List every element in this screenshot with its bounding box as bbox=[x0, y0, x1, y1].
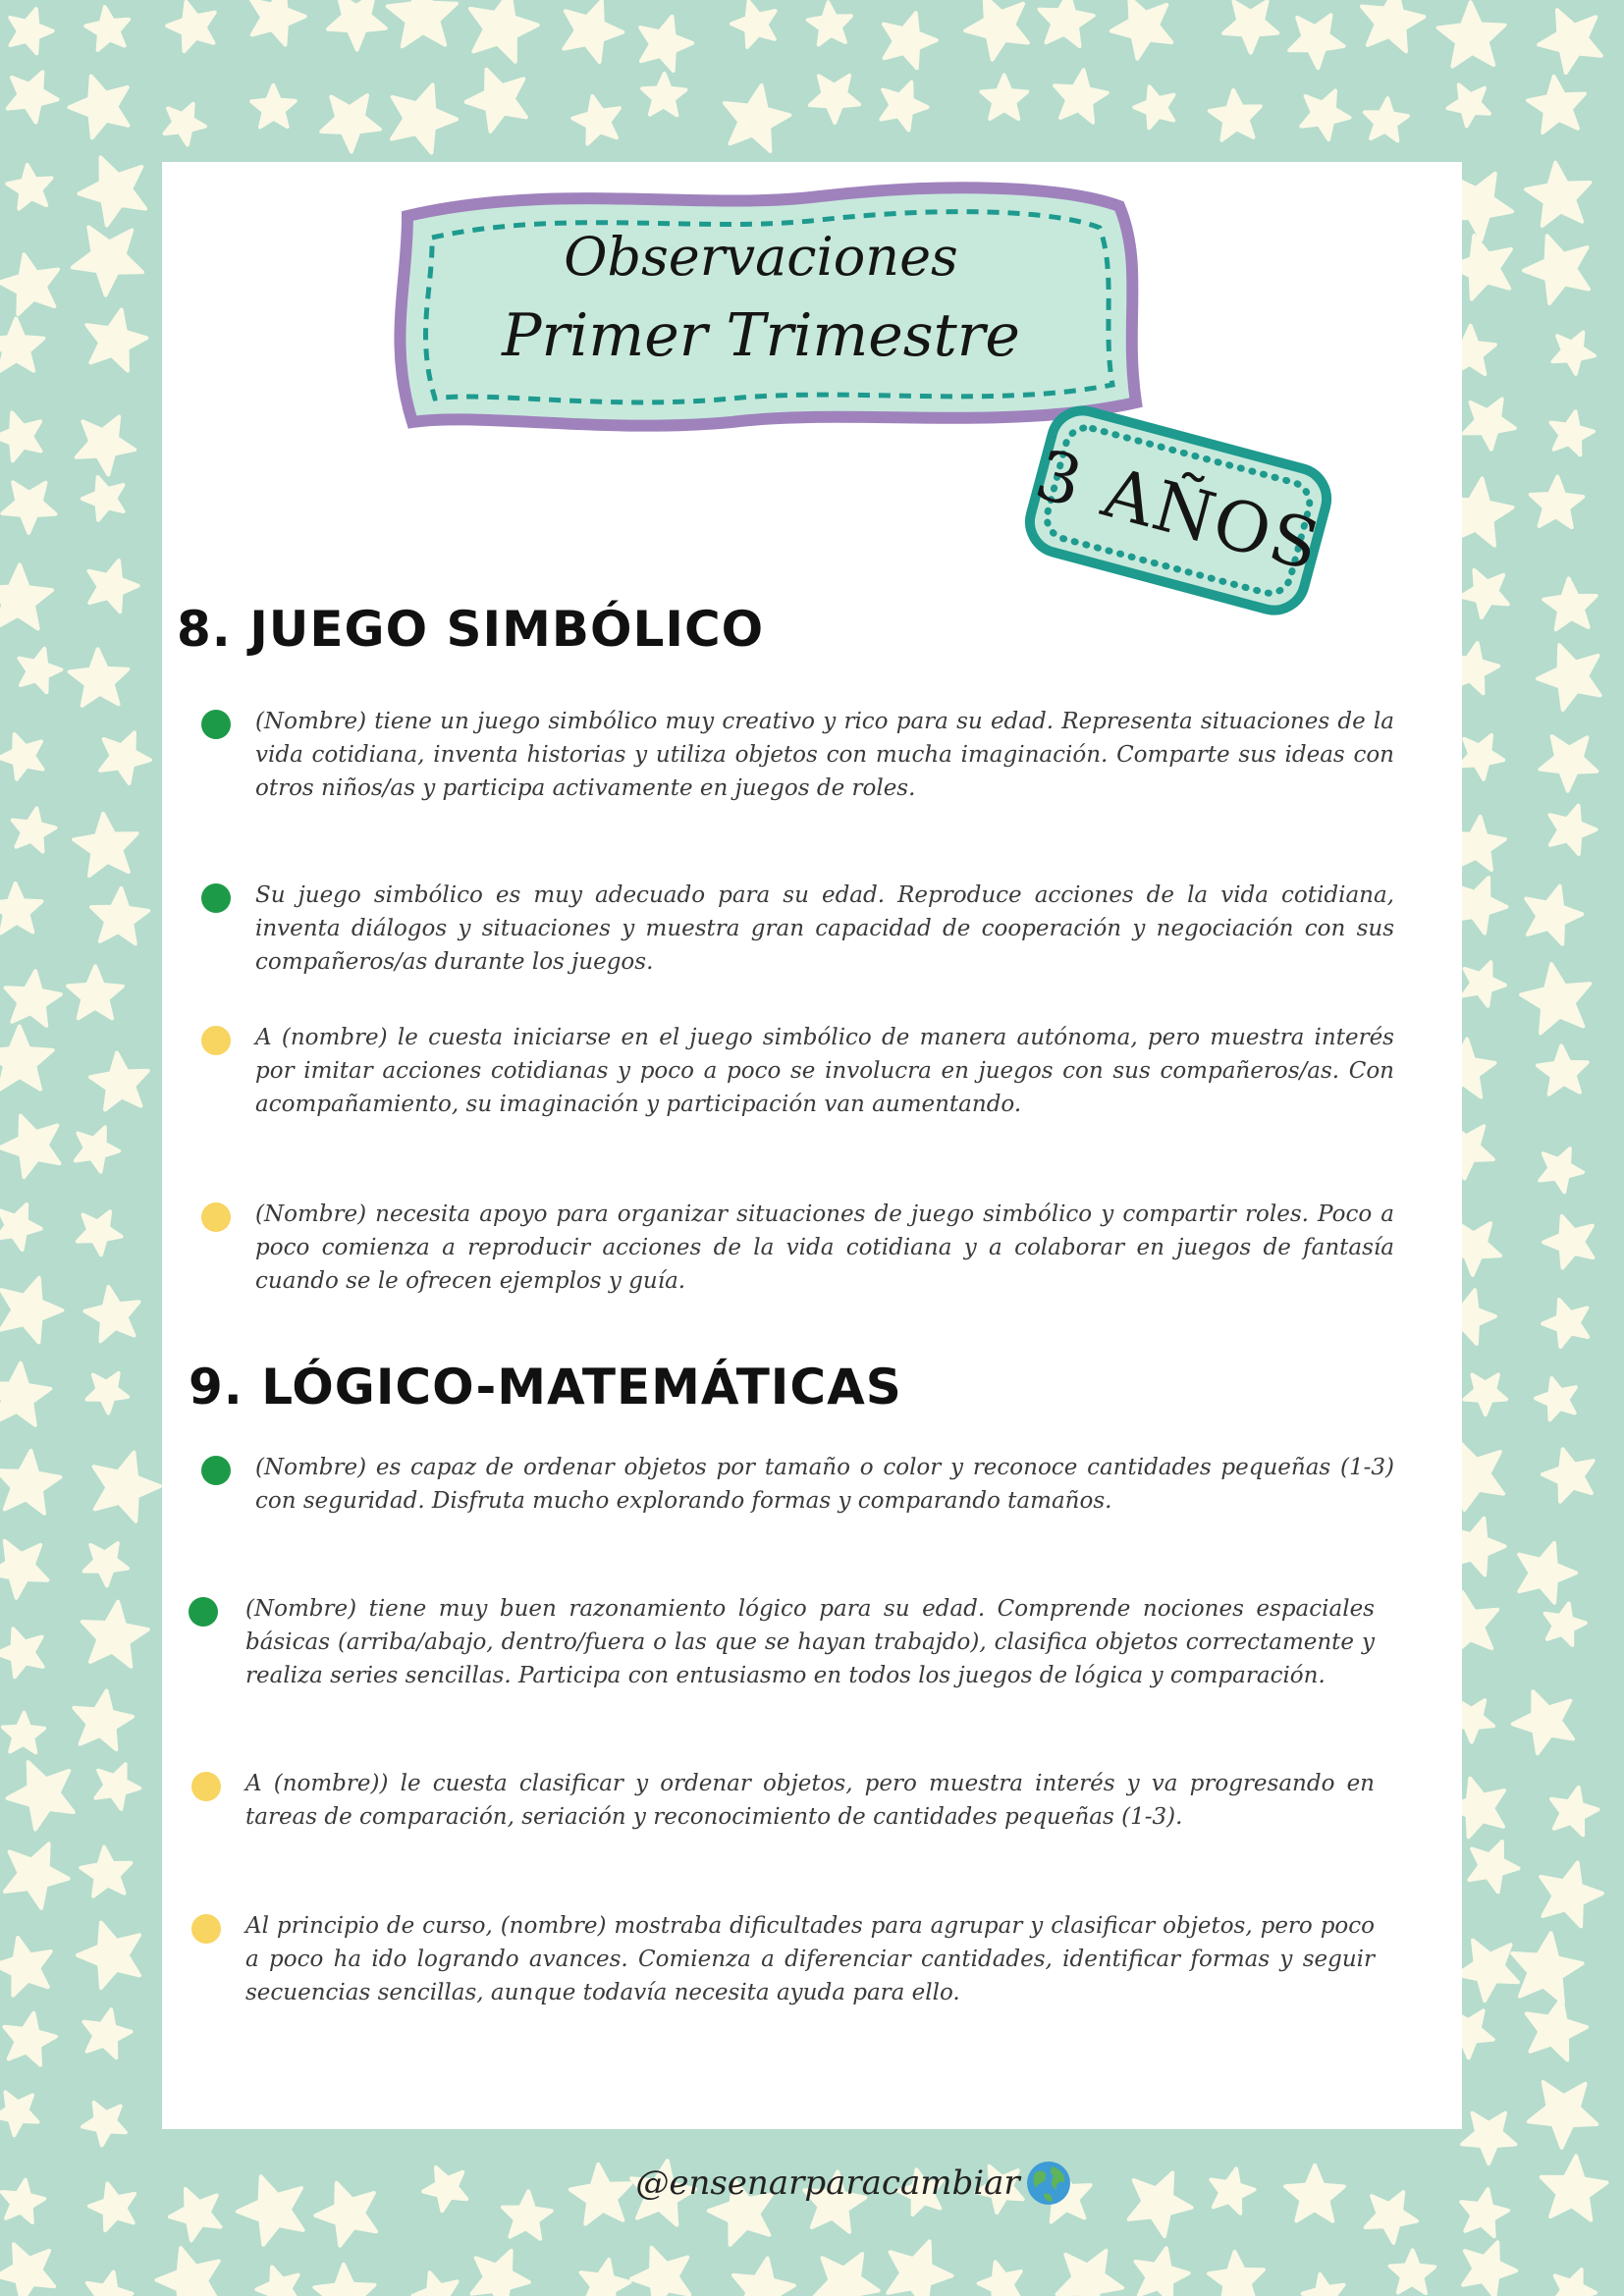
star-decoration bbox=[89, 561, 138, 612]
star-decoration bbox=[76, 1127, 119, 1171]
star-decoration bbox=[167, 2, 215, 51]
star-decoration bbox=[1551, 1788, 1598, 1836]
star-decoration bbox=[1464, 400, 1515, 450]
star-decoration bbox=[1541, 1863, 1602, 1927]
star-decoration bbox=[78, 1211, 122, 1255]
star-decoration bbox=[0, 1116, 60, 1178]
star-decoration bbox=[1040, 0, 1094, 46]
star-decoration bbox=[1463, 962, 1505, 1005]
star-decoration bbox=[1526, 886, 1582, 944]
star-decoration bbox=[0, 1629, 43, 1677]
star-decoration bbox=[68, 966, 123, 1018]
star-decoration bbox=[10, 9, 52, 53]
star-decoration bbox=[1543, 1449, 1594, 1501]
star-decoration bbox=[470, 0, 538, 62]
star-decoration bbox=[1469, 1842, 1518, 1892]
star-decoration bbox=[810, 76, 859, 123]
star-decoration bbox=[0, 883, 42, 933]
star-decoration bbox=[1210, 90, 1261, 140]
star-decoration bbox=[1528, 77, 1585, 133]
star-decoration bbox=[1531, 477, 1584, 528]
star-decoration bbox=[564, 1, 623, 62]
star-decoration bbox=[170, 2189, 221, 2240]
star-decoration bbox=[731, 1, 776, 47]
star-decoration bbox=[73, 227, 142, 294]
list-item bbox=[191, 1909, 1375, 2009]
star-decoration bbox=[13, 809, 56, 852]
star-decoration bbox=[1457, 1941, 1518, 2002]
age-tag: 3 AÑOS bbox=[1027, 434, 1329, 587]
star-decoration bbox=[1463, 2242, 1516, 2296]
list-item bbox=[201, 705, 1394, 805]
star-decoration bbox=[87, 2272, 133, 2296]
star-decoration bbox=[1524, 236, 1589, 303]
star-decoration bbox=[0, 2092, 38, 2135]
observation-text: A (nombre) le cuesta iniciarse en el juego simbólico de manera autónoma, pero muestra interés por imitar acciones cotidianas y poco a poco se involucra en juegos con sus compañeros/as. Con acompañamiento, su imaginación y participación van aumentando. bbox=[255, 1025, 1394, 1117]
star-decoration bbox=[881, 82, 927, 131]
star-decoration bbox=[2, 482, 55, 533]
star-decoration bbox=[1055, 70, 1108, 122]
star-decoration bbox=[472, 2251, 529, 2296]
observation-text: A (nombre)) le cuesta clasificar y ordenar objetos, pero muestra interés y va progresando en tareas de comparación, seriación y reconocimiento de cantidades pequeñas (1-3). bbox=[245, 1771, 1375, 1830]
star-decoration bbox=[1521, 964, 1590, 1033]
star-decoration bbox=[8, 1762, 74, 1829]
star-decoration bbox=[84, 1543, 129, 1585]
star-decoration bbox=[642, 74, 685, 116]
star-decoration bbox=[1365, 98, 1408, 140]
star-decoration bbox=[1461, 2189, 1508, 2236]
star-decoration bbox=[1289, 15, 1343, 68]
star-decoration bbox=[0, 1363, 50, 1425]
status-dot-yellow bbox=[191, 1772, 221, 1801]
star-decoration bbox=[1551, 411, 1595, 454]
star-decoration bbox=[70, 649, 129, 706]
star-decoration bbox=[0, 1541, 48, 1598]
star-decoration bbox=[0, 254, 58, 314]
star-decoration bbox=[1539, 10, 1601, 73]
star-decoration bbox=[503, 2191, 552, 2239]
star-decoration bbox=[1209, 2252, 1264, 2296]
star-decoration bbox=[1540, 1148, 1583, 1192]
star-decoration bbox=[238, 2176, 303, 2244]
star-decoration bbox=[157, 2248, 219, 2296]
list-item bbox=[201, 879, 1394, 979]
star-decoration bbox=[5, 2013, 56, 2065]
star-decoration bbox=[89, 2183, 135, 2230]
star-decoration bbox=[1513, 1691, 1573, 1753]
star-decoration bbox=[82, 1602, 148, 1667]
star-decoration bbox=[1538, 645, 1600, 710]
star-decoration bbox=[725, 85, 789, 151]
star-decoration bbox=[81, 1847, 131, 1896]
star-decoration bbox=[3, 1713, 44, 1753]
star-decoration bbox=[7, 165, 51, 209]
status-dot-yellow bbox=[201, 1202, 231, 1232]
star-decoration bbox=[1526, 163, 1590, 226]
star-decoration bbox=[1527, 1999, 1587, 2060]
star-decoration bbox=[0, 1204, 41, 1250]
social-handle: @ensenarparacambiar bbox=[635, 2163, 1020, 2203]
star-decoration bbox=[1461, 570, 1508, 617]
star-decoration bbox=[1134, 86, 1173, 128]
star-decoration bbox=[74, 814, 137, 876]
star-decoration bbox=[1543, 1300, 1588, 1347]
status-dot-green bbox=[201, 710, 231, 739]
star-decoration bbox=[0, 564, 52, 628]
list-item bbox=[189, 1592, 1375, 1692]
star-decoration bbox=[888, 2241, 951, 2296]
star-decoration bbox=[640, 17, 692, 71]
star-decoration bbox=[572, 96, 620, 144]
star-decoration bbox=[0, 1938, 51, 1996]
star-decoration bbox=[6, 971, 61, 1026]
section-heading-juego-simbolico: 8. JUEGO SIMBÓLICO bbox=[177, 601, 765, 658]
star-decoration bbox=[90, 1053, 148, 1110]
star-decoration bbox=[1529, 2082, 1597, 2148]
star-decoration bbox=[1301, 91, 1349, 140]
status-dot-green bbox=[189, 1597, 218, 1627]
star-decoration bbox=[0, 319, 43, 372]
star-decoration bbox=[1390, 2250, 1435, 2293]
star-decoration bbox=[814, 2254, 879, 2296]
star-decoration bbox=[1459, 735, 1503, 779]
star-decoration bbox=[0, 412, 41, 460]
status-dot-green bbox=[201, 883, 231, 913]
star-decoration bbox=[1464, 1374, 1506, 1415]
star-decoration bbox=[631, 2248, 689, 2296]
title-line-1: Observaciones bbox=[564, 226, 958, 288]
star-decoration bbox=[77, 417, 135, 475]
star-decoration bbox=[979, 2262, 1021, 2296]
status-dot-green bbox=[201, 1456, 231, 1485]
list-item bbox=[201, 1451, 1394, 1518]
star-decoration bbox=[1362, 0, 1425, 51]
star-decoration bbox=[321, 95, 380, 151]
star-decoration bbox=[1223, 1, 1277, 53]
star-decoration bbox=[1366, 2192, 1417, 2243]
star-decoration bbox=[1285, 2165, 1344, 2221]
star-decoration bbox=[1536, 1378, 1576, 1419]
star-decoration bbox=[1552, 2269, 1596, 2296]
observation-text: (Nombre) tiene muy buen razonamiento lógico para su edad. Comprende nociones espaciales básicas (arriba/abajo, dentro/fuera o las que se hayan trabajdo), clasifica objetos correctamente y realiza series sencillas. Participa con entusiasmo en todos los juegos de lógica y comparación. bbox=[245, 1596, 1375, 1688]
star-decoration bbox=[1111, 0, 1172, 59]
star-decoration bbox=[1512, 1933, 1582, 2002]
star-decoration bbox=[0, 1027, 53, 1090]
star-decoration bbox=[0, 2244, 54, 2296]
star-decoration bbox=[1136, 2248, 1189, 2296]
star-decoration bbox=[1538, 1045, 1588, 1094]
observation-text: (Nombre) necesita apoyo para organizar situaciones de juego simbólico y compartir roles. Poco a poco comienza a reproducir acciones de la vida cotidiana y a colaborar en juegos de fantasía cuando se le ofrecen ejemplos y guía. bbox=[255, 1201, 1394, 1294]
star-decoration bbox=[1542, 2156, 1607, 2219]
star-decoration bbox=[581, 2260, 630, 2296]
star-decoration bbox=[1553, 333, 1596, 374]
star-decoration bbox=[1057, 2251, 1123, 2296]
star-decoration bbox=[884, 13, 937, 68]
star-decoration bbox=[80, 157, 146, 225]
list-item bbox=[201, 1021, 1394, 1121]
star-decoration bbox=[1541, 736, 1597, 791]
star-decoration bbox=[315, 2183, 376, 2246]
star-decoration bbox=[91, 888, 148, 944]
observation-text: Al principio de curso, (nombre) mostraba dificultades para agrupar y clasificar objetos, pero poco a poco ha ido logrando avances. Comienza a diferenciar cantidades, identificar formas y seguir secuencias sencillas, aunque todavía necesita ayuda para ello. bbox=[245, 1913, 1375, 2005]
star-decoration bbox=[83, 2009, 131, 2057]
star-decoration bbox=[965, 0, 1028, 60]
star-decoration bbox=[86, 310, 146, 371]
observation-text: Su juego simbólico es muy adecuado para su edad. Reproduce acciones de la vida cotidiana, inventa diálogos y situaciones y muestra gran capacidad de cooperación y negociación con sus compañeros/as durante los juegos. bbox=[255, 882, 1394, 975]
observation-text: (Nombre) tiene un juego simbólico muy creativo y rico para su edad. Representa situaciones de la vida cotidiana, inventa historias y utiliza objetos con mucha imaginación. Comparte sus ideas con otros niños/as y participa activamente en juegos de roles. bbox=[255, 709, 1394, 801]
star-decoration bbox=[1519, 1543, 1576, 1603]
star-decoration bbox=[87, 1373, 129, 1414]
star-decoration bbox=[74, 1691, 133, 1750]
star-decoration bbox=[1438, 2, 1505, 66]
star-decoration bbox=[85, 7, 129, 50]
star-decoration bbox=[328, 0, 386, 50]
list-item bbox=[201, 1198, 1394, 1298]
star-decoration bbox=[8, 72, 58, 122]
star-decoration bbox=[1, 1278, 63, 1343]
star-decoration bbox=[466, 70, 526, 132]
star-decoration bbox=[100, 732, 150, 783]
star-decoration bbox=[0, 734, 42, 779]
star-decoration bbox=[78, 1923, 139, 1989]
star-decoration bbox=[1211, 2168, 1254, 2213]
star-decoration bbox=[808, 2, 851, 44]
star-decoration bbox=[2, 2180, 44, 2222]
star-decoration bbox=[423, 2167, 466, 2211]
status-dot-yellow bbox=[201, 1026, 231, 1055]
star-decoration bbox=[1462, 2113, 1515, 2164]
star-decoration bbox=[1543, 578, 1596, 629]
star-decoration bbox=[95, 1764, 139, 1809]
star-decoration bbox=[165, 104, 205, 145]
star-decoration bbox=[733, 2259, 794, 2296]
star-decoration bbox=[1129, 2173, 1192, 2237]
star-decoration bbox=[392, 84, 457, 152]
star-decoration bbox=[82, 2103, 126, 2146]
star-decoration bbox=[1543, 1216, 1593, 1268]
star-decoration bbox=[388, 0, 457, 46]
star-decoration bbox=[84, 1287, 138, 1341]
star-decoration bbox=[1448, 84, 1489, 126]
star-decoration bbox=[256, 2268, 298, 2296]
globe-icon bbox=[1024, 2159, 1073, 2208]
star-decoration bbox=[1303, 2274, 1344, 2296]
star-decoration bbox=[314, 2265, 374, 2296]
star-decoration bbox=[251, 85, 296, 128]
observation-text: (Nombre) es capaz de ordenar objetos por tamaño o color y reconoce cantidades pequeñas (1-3) con seguridad. Disfruta mucho explorando formas y comparando tamaños. bbox=[255, 1455, 1394, 1514]
title-line-2: Primer Trimestre bbox=[502, 301, 1020, 370]
list-item bbox=[191, 1767, 1375, 1834]
status-dot-yellow bbox=[191, 1914, 221, 1944]
star-decoration bbox=[5, 1843, 69, 1908]
star-decoration bbox=[70, 77, 129, 138]
star-decoration bbox=[20, 649, 62, 692]
star-decoration bbox=[412, 2272, 457, 2296]
page-title bbox=[437, 221, 1085, 378]
star-decoration bbox=[94, 1453, 160, 1522]
star-decoration bbox=[0, 1451, 60, 1514]
star-decoration bbox=[981, 76, 1027, 120]
star-decoration bbox=[82, 477, 124, 520]
star-decoration bbox=[251, 0, 305, 45]
footer bbox=[599, 2156, 1110, 2211]
star-decoration bbox=[1545, 1604, 1586, 1645]
section-heading-logico-matematicas: 9. LÓGICO-MATEMÁTICAS bbox=[189, 1359, 902, 1415]
star-decoration bbox=[1550, 806, 1597, 854]
